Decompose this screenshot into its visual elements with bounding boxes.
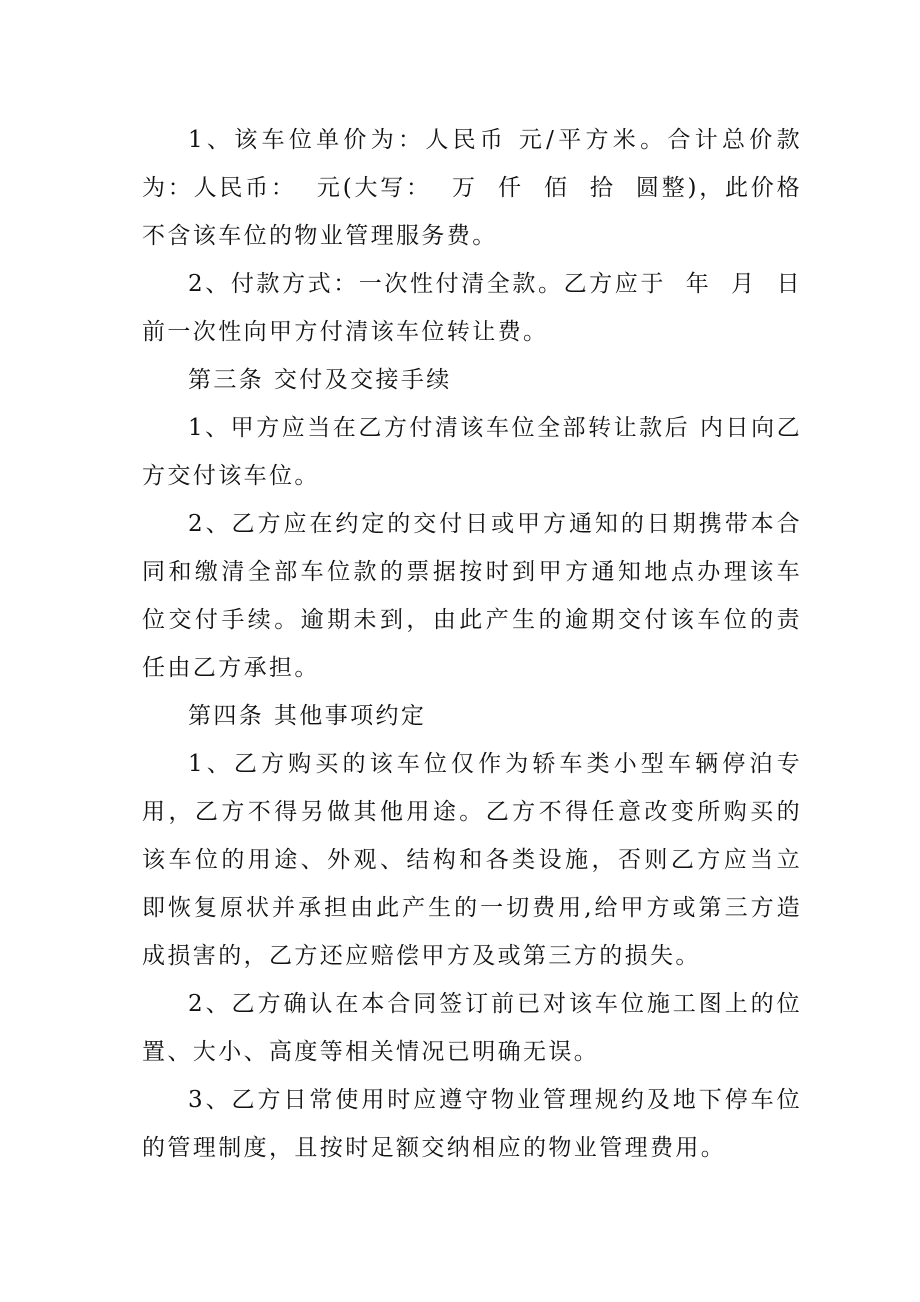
clause-usage: 1、乙方购买的该车位仅作为轿车类小型车辆停泊专用，乙方不得另做其他用途。乙方不得任意改变所购买的该车位的用途、外观、结构和各类设施，否则乙方应当立即恢复原状并承担由此产生的一切费用,给甲方或第三方造成损害的，乙方还应赔偿甲方及或第三方的损失。 bbox=[142, 751, 802, 969]
article-3-heading: 第三条 交付及交接手续 bbox=[188, 367, 452, 393]
clause-confirmation: 2、乙方确认在本合同签订前已对该车位施工图上的位置、大小、高度等相关情况已明确无误。 bbox=[142, 991, 802, 1065]
article-4-heading: 第四条 其他事项约定 bbox=[188, 703, 427, 729]
clause-management: 3、乙方日常使用时应遵守物业管理规约及地下停车位的管理制度，且按时足额交纳相应的物业管理费用。 bbox=[142, 1087, 802, 1161]
clause-delivery: 1、甲方应当在乙方付清该车位全部转让款后 内日向乙方交付该车位。 bbox=[142, 415, 802, 489]
clause-payment: 2、付款方式：一次性付清全款。乙方应于 年 月 日前一次性向甲方付清该车位转让费。 bbox=[142, 271, 802, 345]
document-page bbox=[142, 116, 802, 1172]
clause-handover: 2、乙方应在约定的交付日或甲方通知的日期携带本合同和缴清全部车位款的票据按时到甲方通知地点办理该车位交付手续。逾期未到，由此产生的逾期交付该车位的责任由乙方承担。 bbox=[142, 511, 802, 681]
clause-price: 1、该车位单价为：人民币 元/平方米。合计总价款为：人民币： 元(大写： 万 仟 佰 拾 圆整)，此价格不含该车位的物业管理服务费。 bbox=[142, 127, 802, 249]
